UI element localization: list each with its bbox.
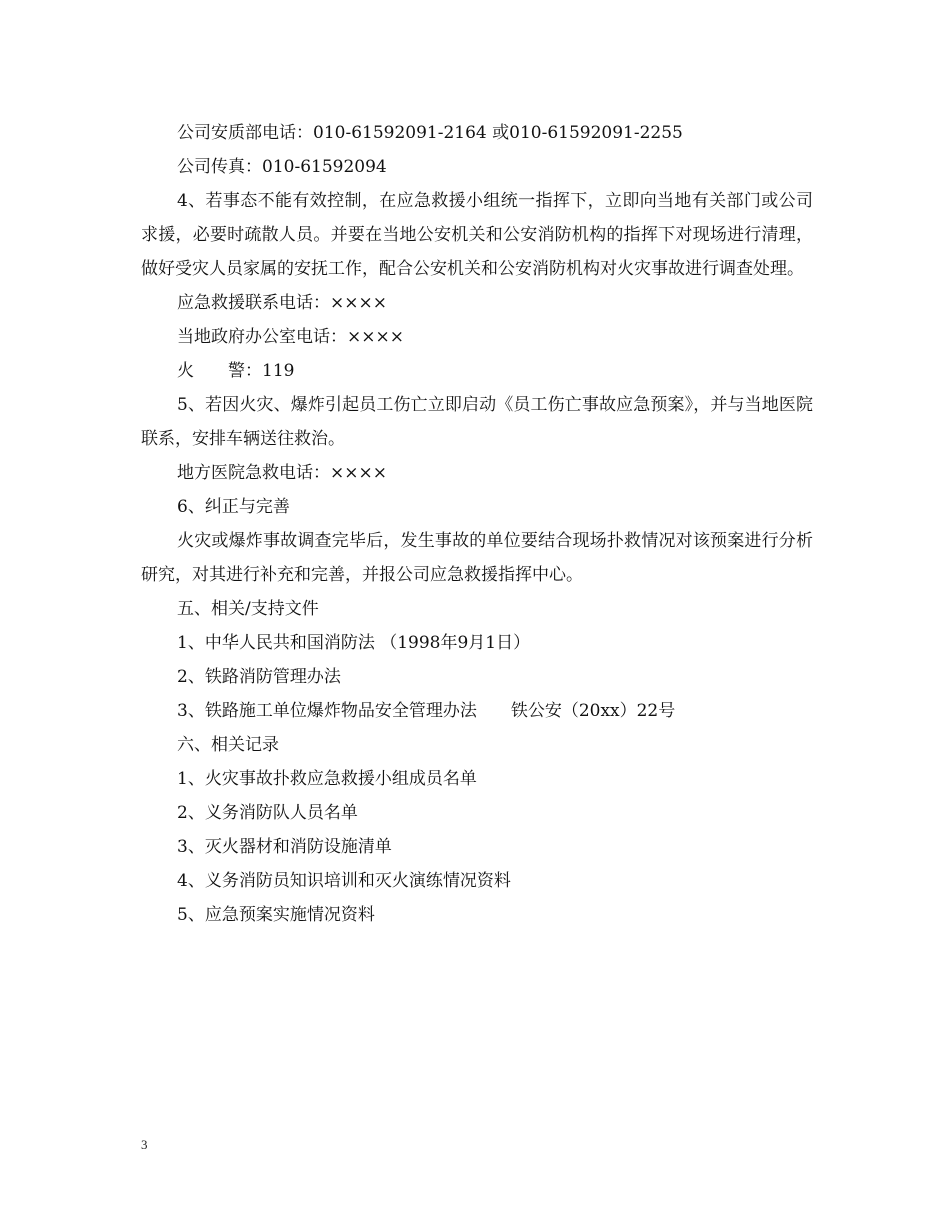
paragraph-plan-review: 火灾或爆炸事故调查完毕后，发生事故的单位要结合现场扑救情况对该预案进行分析研究，对其进行补充和完善，并报公司应急救援指挥中心。 xyxy=(141,531,813,585)
list-item-fire-protection-law: 1、中华人民共和国消防法 （1998年9月1日） xyxy=(177,633,531,653)
paragraph-item-4-escalation: 4、若事态不能有效控制，在应急救援小组统一指挥下，立即向当地有关部门或公司求援，必要时疏散人员。并要在当地公安机关和公安消防机构的指挥下对现场进行清理，做好受灾人员家属的安抚工作，配合公安机关和公安消防机构对火灾事故进行调查处理。 xyxy=(141,191,813,279)
paragraph-fire-alarm-number: 火 警：119 xyxy=(177,361,295,381)
page-number: 3 xyxy=(141,1137,148,1152)
list-item-explosives-safety-regulation: 3、铁路施工单位爆炸物品安全管理办法 铁公安（20xx）22号 xyxy=(177,701,676,721)
list-item-railway-fire-management: 2、铁路消防管理办法 xyxy=(177,667,341,687)
list-item-rescue-team-roster: 1、火灾事故扑救应急救援小组成员名单 xyxy=(177,769,477,789)
list-item-volunteer-fire-brigade-roster: 2、义务消防队人员名单 xyxy=(177,803,358,823)
paragraph-emergency-contact-phone: 应急救援联系电话：×××× xyxy=(177,293,387,313)
list-item-training-and-drill-records: 4、义务消防员知识培训和灭火演练情况资料 xyxy=(177,871,511,891)
paragraph-item-5-injury-plan: 5、若因火灾、爆炸引起员工伤亡立即启动《员工伤亡事故应急预案》，并与当地医院联系，安排车辆送往救治。 xyxy=(141,395,813,449)
heading-section-5-related-documents: 五、相关/支持文件 xyxy=(177,599,319,619)
paragraph-local-government-phone: 当地政府办公室电话：×××× xyxy=(177,327,404,347)
heading-item-6-correction: 6、纠正与完善 xyxy=(177,497,290,517)
heading-section-6-related-records: 六、相关记录 xyxy=(177,735,279,755)
list-item-plan-implementation-records: 5、应急预案实施情况资料 xyxy=(177,905,375,925)
paragraph-safety-dept-phone: 公司安质部电话：010-61592091-2164 或010-61592091-2255 xyxy=(177,123,683,143)
paragraph-hospital-emergency-phone: 地方医院急救电话：×××× xyxy=(177,463,387,483)
document-body xyxy=(141,116,813,932)
paragraph-company-fax: 公司传真：010-61592094 xyxy=(177,157,387,177)
list-item-fire-equipment-inventory: 3、灭火器材和消防设施清单 xyxy=(177,837,392,857)
